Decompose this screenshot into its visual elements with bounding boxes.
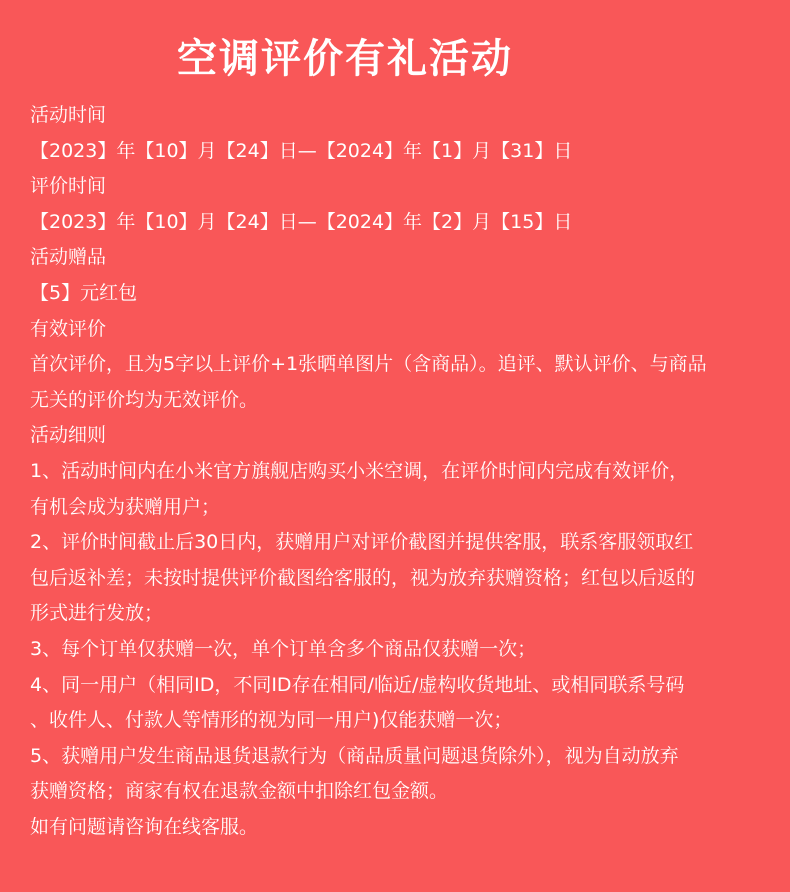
rule-text: 1、活动时间内在小米官方旗舰店购买小米空调，在评价时间内完成有效评价，	[30, 459, 689, 482]
rule-text: 5、获赠用户发生商品退货退款行为（商品质量问题退货除外），视为自动放弃	[30, 744, 679, 767]
review-time-range: 【2023】年【10】月【24】日—【2024】年【2】月【15】日	[30, 210, 573, 233]
section-heading-rules: 活动细则	[30, 424, 107, 447]
section-heading-activity-time: 活动时间	[30, 104, 107, 126]
rule-text: 获赠资格；商家有权在退款金额中扣除红包金额。	[30, 780, 449, 803]
activity-rules	[30, 98, 770, 845]
section-heading-gift: 活动赠品	[30, 246, 107, 269]
page-title: 空调评价有礼活动	[177, 36, 513, 82]
contact-service-text: 如有问题请咨询在线客服。	[30, 815, 259, 838]
valid-review-text: 首次评价，且为5字以上评价+1张晒单图片（含商品）。追评、默认评价、与商品	[30, 353, 707, 376]
rule-text: 3、每个订单仅获赠一次，单个订单含多个商品仅获赠一次；	[30, 637, 537, 660]
gift-amount: 【5】元红包	[30, 281, 138, 304]
valid-review-text: 无关的评价均为无效评价。	[30, 388, 259, 411]
rule-text: 包后返补差；未按时提供评价截图给客服的，视为放弃获赠资格；红包以后返的	[30, 566, 696, 589]
rule-text: 、收件人、付款人等情形的视为同一用户)仅能获赠一次；	[30, 709, 513, 732]
rule-text: 有机会成为获赠用户；	[30, 495, 221, 518]
section-heading-review-time: 评价时间	[30, 175, 107, 198]
rule-text: 2、评价时间截止后30日内，获赠用户对评价截图并提供客服，联系客服领取红	[30, 531, 694, 554]
activity-time-range: 【2023】年【10】月【24】日—【2024】年【1】月【31】日	[30, 139, 573, 162]
rule-text: 4、同一用户（相同ID，不同ID存在相同/临近/虚构收货地址、或相同联系号码	[30, 673, 685, 696]
rule-text: 形式进行发放；	[30, 602, 164, 625]
section-heading-valid-review: 有效评价	[30, 317, 107, 340]
